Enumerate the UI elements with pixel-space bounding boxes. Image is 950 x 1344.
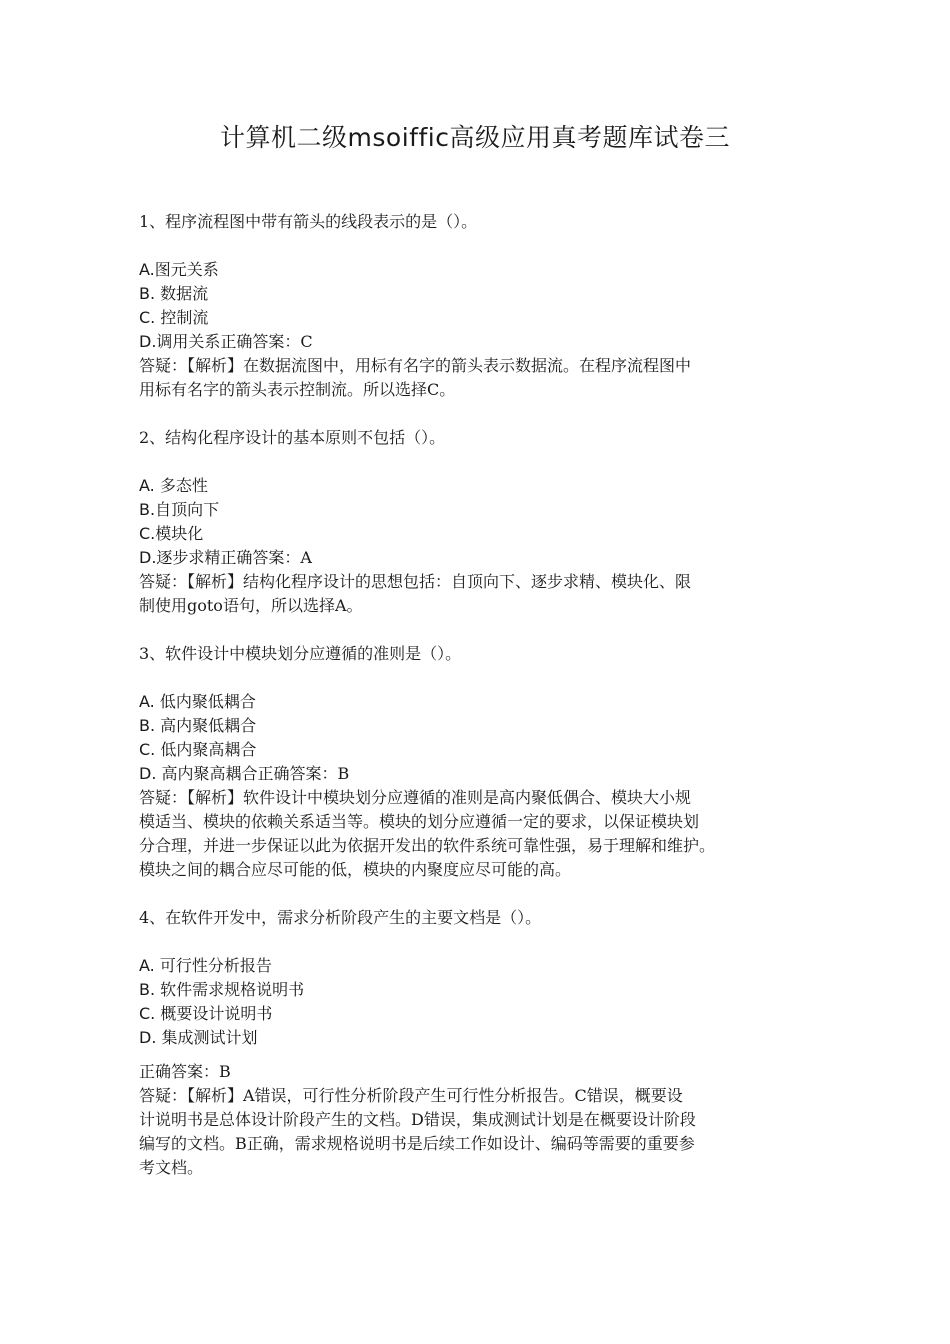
option-b bbox=[139, 978, 829, 1002]
explanation-line: 制使用goto语句，所以选择A。 bbox=[139, 596, 363, 615]
option-letter: A. bbox=[139, 476, 155, 495]
spacer bbox=[139, 1050, 829, 1060]
option-b bbox=[139, 282, 829, 306]
option-text: 高内聚低耦合 bbox=[155, 716, 257, 735]
option-letter: C. bbox=[139, 524, 156, 543]
option-b bbox=[139, 498, 829, 522]
option-c bbox=[139, 306, 829, 330]
option-text: 自顶向下 bbox=[155, 500, 220, 519]
option-a bbox=[139, 474, 829, 498]
explanation-line: 用标有名字的箭头表示控制流。所以选择C。 bbox=[139, 380, 456, 399]
question-stem: 2、结构化程序设计的基本原则不包括（）。 bbox=[139, 428, 446, 447]
option-a bbox=[139, 258, 829, 282]
option-letter: C. bbox=[139, 740, 156, 759]
option-letter: B. bbox=[139, 500, 156, 519]
option-c bbox=[139, 1002, 829, 1026]
option-b bbox=[139, 714, 829, 738]
option-text: 可行性分析报告 bbox=[154, 956, 272, 975]
option-text: 逐步求精正确答案：A bbox=[156, 548, 312, 567]
option-letter: A. bbox=[139, 260, 155, 279]
option-d bbox=[139, 762, 829, 786]
option-letter: B. bbox=[139, 284, 156, 303]
option-text: 低内聚高耦合 bbox=[155, 740, 257, 759]
option-text: 高内聚高耦合正确答案：B bbox=[156, 764, 350, 783]
option-letter: A. bbox=[139, 692, 155, 711]
question-2 bbox=[139, 426, 829, 618]
explanation-line: 分合理，并进一步保证以此为依据开发出的软件系统可靠性强，易于理解和维护。 bbox=[139, 836, 716, 855]
option-text: 图元关系 bbox=[154, 260, 219, 279]
option-text: 软件需求规格说明书 bbox=[155, 980, 305, 999]
explanation-line: 编写的文档。B正确，需求规格说明书是后续工作如设计、编码等需要的重要参 bbox=[139, 1134, 695, 1153]
option-c bbox=[139, 522, 829, 546]
option-letter: D. bbox=[139, 1028, 157, 1047]
option-text: 概要设计说明书 bbox=[155, 1004, 273, 1023]
option-text: 调用关系正确答案：C bbox=[156, 332, 313, 351]
option-text: 低内聚低耦合 bbox=[154, 692, 256, 711]
option-d bbox=[139, 1026, 829, 1050]
explanation-line: 答疑：【解析】在数据流图中，用标有名字的箭头表示数据流。在程序流程图中 bbox=[139, 356, 692, 375]
option-text: 集成测试计划 bbox=[156, 1028, 258, 1047]
option-text: 模块化 bbox=[155, 524, 204, 543]
option-text: 控制流 bbox=[155, 308, 209, 327]
question-stem: 4、在软件开发中，需求分析阶段产生的主要文档是（）。 bbox=[139, 908, 542, 927]
option-letter: C. bbox=[139, 308, 156, 327]
option-d bbox=[139, 330, 829, 354]
option-letter: D. bbox=[139, 332, 157, 351]
option-letter: A. bbox=[139, 956, 155, 975]
option-letter: C. bbox=[139, 1004, 156, 1023]
option-a bbox=[139, 954, 829, 978]
question-4 bbox=[139, 906, 829, 1180]
question-1 bbox=[139, 210, 829, 402]
document-title: 计算机二级msoiffic高级应用真考题库试卷三 bbox=[220, 123, 730, 152]
option-letter: B. bbox=[139, 980, 156, 999]
explanation-line: 模块之间的耦合应尽可能的低，模块的内聚度应尽可能的高。 bbox=[139, 860, 572, 879]
document-body bbox=[139, 210, 829, 1204]
explanation-line: 模适当、模块的依赖关系适当等。模块的划分应遵循一定的要求，以保证模块划 bbox=[139, 812, 700, 831]
explanation-line: 计说明书是总体设计阶段产生的文档。D错误，集成测试计划是在概要设计阶段 bbox=[139, 1110, 696, 1129]
explanation-line: 答疑：【解析】结构化程序设计的思想包括：自顶向下、逐步求精、模块化、限 bbox=[139, 572, 692, 591]
explanation-line: 答疑：【解析】A错误，可行性分析阶段产生可行性分析报告。C错误，概要设 bbox=[139, 1086, 683, 1105]
question-stem: 3、软件设计中模块划分应遵循的准则是（）。 bbox=[139, 644, 462, 663]
option-letter: D. bbox=[139, 764, 157, 783]
option-d bbox=[139, 546, 829, 570]
answer-line: 正确答案：B bbox=[139, 1062, 231, 1081]
question-stem: 1、程序流程图中带有箭头的线段表示的是（）。 bbox=[139, 212, 478, 231]
option-letter: B. bbox=[139, 716, 156, 735]
question-3 bbox=[139, 642, 829, 882]
option-text: 数据流 bbox=[155, 284, 209, 303]
option-c bbox=[139, 738, 829, 762]
option-text: 多态性 bbox=[154, 476, 208, 495]
explanation-line: 答疑：【解析】软件设计中模块划分应遵循的准则是高内聚低偶合、模块大小规 bbox=[139, 788, 692, 807]
explanation-line: 考文档。 bbox=[139, 1158, 204, 1177]
option-letter: D. bbox=[139, 548, 157, 567]
option-a bbox=[139, 690, 829, 714]
